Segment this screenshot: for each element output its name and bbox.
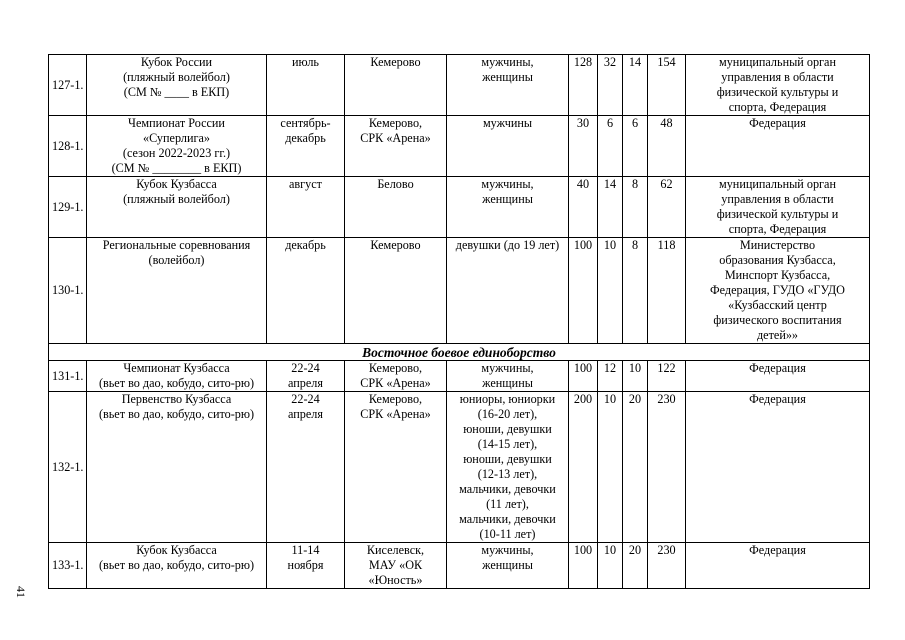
count-total: 154 [648,55,686,116]
event-date [267,543,345,589]
event-place [345,392,447,543]
event-name-line: (волейбол) [148,253,205,267]
event-place-line: Кемерово, [368,361,423,375]
event-name-line: Региональные соревнования [102,238,251,252]
event-date-line: 22-24 [291,361,320,375]
count-athletes: 100 [569,543,598,589]
event-name [87,116,267,177]
organizer-line: Федерация [749,543,806,557]
event-date [267,177,345,238]
participants-line: (11 лет), [486,497,529,511]
organizer-line: Минспорт Кузбасса, [724,268,831,282]
table-row [49,392,870,543]
event-name [87,55,267,116]
count-judges: 20 [623,543,648,589]
event-name [87,361,267,392]
count-coaches: 6 [598,116,623,177]
participants-line: мужчины, [481,177,534,191]
events-table [48,54,870,589]
participants-line: (12-13 лет), [477,467,538,481]
organizer-line: Федерация [749,392,806,406]
participants-line: женщины [482,376,533,390]
count-athletes: 128 [569,55,598,116]
event-name-line: «Суперлига» [143,131,210,145]
count-athletes: 30 [569,116,598,177]
event-date-line: июль [292,55,319,69]
participants [447,116,569,177]
participants-line: женщины [482,558,533,572]
event-name-line: (пляжный волейбол) [123,70,230,84]
organizer-line: управления в области [721,70,834,84]
event-place-line: Кемерово [370,55,421,69]
event-name [87,392,267,543]
count-coaches: 10 [598,392,623,543]
event-name-line: Чемпионат Кузбасса [123,361,230,375]
event-place-line: Белово [377,177,414,191]
organizer-line: муниципальный орган [719,55,836,69]
count-coaches: 14 [598,177,623,238]
participants-line: мужчины, [481,55,534,69]
event-name [87,177,267,238]
event-date-line: ноября [287,558,324,572]
count-athletes: 200 [569,392,598,543]
table-row [49,177,870,238]
organizer-line: «Кузбасский центр [728,298,827,312]
event-place [345,361,447,392]
participants [447,392,569,543]
count-coaches: 12 [598,361,623,392]
participants-line: женщины [482,70,533,84]
event-name-line: (вьет во дао, кобудо, сито-рю) [98,558,255,572]
event-name-line: (вьет во дао, кобудо, сито-рю) [98,407,255,421]
event-name-line: (СМ № ________ в ЕКП) [111,161,242,175]
event-name [87,543,267,589]
organizer-line: муниципальный орган [719,177,836,191]
event-date [267,392,345,543]
count-coaches: 10 [598,238,623,344]
table-row [49,238,870,344]
organizer [686,116,870,177]
participants-line: мальчики, девочки [459,482,556,496]
participants-line: мальчики, девочки [459,512,556,526]
event-date-line: декабрь [285,131,326,145]
row-number: 132-1. [49,392,87,543]
event-date-line: апреля [288,376,323,390]
participants [447,177,569,238]
count-judges: 20 [623,392,648,543]
count-total: 48 [648,116,686,177]
organizer-line: физической культуры и [716,85,839,99]
table-body-volleyball [49,55,870,344]
count-athletes: 100 [569,361,598,392]
participants-line: (16-20 лет), [477,407,538,421]
count-judges: 8 [623,238,648,344]
organizer-line: Федерация [749,116,806,130]
event-place [345,238,447,344]
participants-line: юноши, девушки [463,422,552,436]
row-number: 130-1. [49,238,87,344]
participants-line: женщины [482,192,533,206]
event-date [267,238,345,344]
participants-line: девушки (до 19 лет) [455,238,560,252]
organizer [686,543,870,589]
table-section-header [49,344,870,361]
event-place-line: Кемерово, [368,392,423,406]
event-date-line: апреля [288,407,323,421]
event-name-line: Первенство Кузбасса [121,392,232,406]
event-date-line: сентябрь- [280,116,331,130]
event-place-line: СРК «Арена» [360,131,431,145]
event-name-line: (пляжный волейбол) [123,192,230,206]
event-name-line: Кубок Кузбасса [136,177,217,191]
organizer-line: физического воспитания [713,313,842,327]
event-date-line: 11-14 [291,543,320,557]
page-number: 41 [14,586,28,598]
row-number: 131-1. [49,361,87,392]
count-athletes: 100 [569,238,598,344]
organizer-line: Федерация [749,361,806,375]
organizer-line: спорта, Федерация [728,100,827,114]
organizer-line: спорта, Федерация [728,222,827,236]
event-place [345,543,447,589]
organizer-line: Министерство [739,238,816,252]
event-date [267,116,345,177]
event-place-line: Кемерово [370,238,421,252]
participants [447,543,569,589]
event-date-line: декабрь [285,238,326,252]
organizer-line: физической культуры и [716,207,839,221]
event-date-line: 22-24 [291,392,320,406]
count-judges: 10 [623,361,648,392]
organizer [686,177,870,238]
event-name-line: Кубок России [140,55,213,69]
event-name-line: (сезон 2022-2023 гг.) [122,146,231,160]
count-total: 62 [648,177,686,238]
event-date-line: август [289,177,322,191]
participants-line: мужчины, [481,543,534,557]
participants-line: мужчины [482,116,533,130]
organizer [686,55,870,116]
table-row [49,116,870,177]
count-judges: 14 [623,55,648,116]
event-place-line: «Юность» [368,573,423,587]
count-total: 118 [648,238,686,344]
table-body-martial-arts [49,361,870,589]
event-place-line: СРК «Арена» [360,407,431,421]
count-coaches: 32 [598,55,623,116]
organizer-line: детей»» [756,328,799,342]
event-name-line: (СМ № ____ в ЕКП) [123,85,230,99]
participants [447,361,569,392]
row-number: 129-1. [49,177,87,238]
organizer [686,238,870,344]
participants-line: юноши, девушки [463,452,552,466]
event-place [345,177,447,238]
row-number: 127-1. [49,55,87,116]
count-total: 230 [648,392,686,543]
event-place-line: Киселевск, [366,543,425,557]
row-number: 128-1. [49,116,87,177]
participants-line: мужчины, [481,361,534,375]
count-athletes: 40 [569,177,598,238]
event-name-line: Кубок Кузбасса [136,543,217,557]
event-place [345,116,447,177]
count-total: 122 [648,361,686,392]
organizer-line: управления в области [721,192,834,206]
participants [447,55,569,116]
participants-line: (10-11 лет) [479,527,536,541]
table-row [49,543,870,589]
organizer-line: образования Кузбасса, [719,253,836,267]
organizer [686,392,870,543]
event-name-line: (вьет во дао, кобудо, сито-рю) [98,376,255,390]
event-place [345,55,447,116]
event-date [267,55,345,116]
count-judges: 8 [623,177,648,238]
participants-line: (14-15 лет), [477,437,538,451]
count-judges: 6 [623,116,648,177]
section-row [49,344,870,361]
event-place-line: СРК «Арена» [360,376,431,390]
row-number: 133-1. [49,543,87,589]
organizer [686,361,870,392]
count-coaches: 10 [598,543,623,589]
count-total: 230 [648,543,686,589]
event-name-line: Чемпионат России [128,116,225,130]
participants [447,238,569,344]
participants-line: юниоры, юниорки [459,392,556,406]
event-name [87,238,267,344]
table-row [49,55,870,116]
event-place-line: Кемерово, [368,116,423,130]
event-place-line: МАУ «ОК [368,558,423,572]
table-row [49,361,870,392]
organizer-line: Федерация, ГУДО «ГУДО [710,283,845,297]
section-title: Восточное боевое единоборство [49,344,870,361]
event-date [267,361,345,392]
